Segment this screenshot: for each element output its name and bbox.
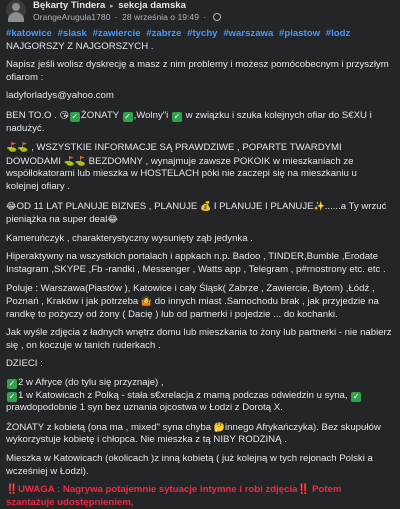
laugh-emoji-icon: 😂 (107, 214, 118, 225)
check-icon: ✓ (8, 379, 16, 389)
post-meta: OrangeArugula1780 · 28 września o 19:49 · (33, 11, 221, 24)
post-paragraph: NAJGORSZY Z NAJGORSZYCH . (6, 40, 154, 52)
hashtags (6, 28, 392, 41)
hashtag-link[interactable]: #lodz (325, 28, 351, 39)
post-paragraph: Kameruńczyk , charakterystyczny wysunięty ząb jedynka . (6, 232, 253, 244)
email-text: ladyforladys@yahoo.com (6, 90, 114, 102)
check-icon: ✓ (124, 111, 131, 121)
flag-emoji-icon: ⛳ (63, 155, 75, 166)
post-paragraph: Hiperaktywny na wszystkich portalach i appkach n.p. Badoo , TINDER,Bumble ,Erodate Instagram ,SKYPE ,Fb -randki , Messenger , Watts app , Telegram , p#rnostrony etc. etc . (6, 251, 386, 275)
arrow-right-icon: ▸ (110, 3, 114, 10)
hashtag-link[interactable]: #zabrze (146, 28, 182, 39)
post-paragraph: ⛳⛳ , WSZYSTKIE INFORMACJE SĄ PRAWDZIWE , POPARTE TWARDYMI DOWODAMI ⛳⛳ BEZDOMNY , wynajmuje zawsze POKOIK w mieszkaniach ze współlokatorami lub mieszka w HOSTELACH póki nie zaczepi się na mieszkaniu u kolejnej ofiary . (6, 142, 357, 192)
warning-paragraph: ‼️UWAGA : Nagrywa potajemnie sytuacje intymne i robi zdjęcia‼️ Potem szantażuje udostępnieniem, (6, 484, 342, 508)
flag-emoji-icon: ⛳ (6, 142, 18, 153)
money-emoji-icon: 💰 (199, 200, 212, 211)
post-header (6, 0, 392, 28)
post-paragraph: ŻONATY z kobietą (ona ma , mixed" syna chyba 🤔innego Afrykańczyka). Bez skupułów wykorzystuje kobietę i chłopca. Nie mieszka z tą NIBY RODZINĄ . (6, 421, 381, 446)
post-paragraph: 😂OD 11 LAT PLANUJE BIZNES , PLANUJE 💰 I PLANUJE I PLANUJE✨......a Ty wrzuć pieniążka na super deal😂 (6, 200, 387, 226)
thinking-emoji-icon: 🤔 (213, 421, 226, 432)
check-icon: ✓ (352, 391, 360, 401)
hashtag-link[interactable]: #slask (57, 28, 87, 39)
timestamp[interactable]: 28 września o 19:49 (122, 12, 199, 22)
post-paragraph: Poluje : Warszawa(Piastów ), Katowice i cały Śląsk( Zabrze , Zawiercie, Bytom) ,Łódź , Poznań , Kraków i jak potrzeba 🤷 do innych miast .Samochodu brak , jak przyjedzie na randkę to pożyczy od żony ( Dacię ) lub od partnerki i pojedzie ... do kochanki. (6, 282, 379, 320)
post-content (6, 28, 392, 509)
shrug-emoji-icon: 🤷 (140, 296, 153, 307)
group-name[interactable]: sekcja damska (118, 0, 186, 11)
hashtag-link[interactable]: #zawiercie (92, 28, 141, 39)
username[interactable]: OrangeArugula1780 (33, 12, 111, 22)
kiss-emoji-icon: 😘 (59, 109, 69, 120)
globe-icon (213, 13, 221, 21)
hashtag-link[interactable]: #tychy (187, 28, 218, 39)
post-paragraph: Napisz jeśli wolisz dyskrecję a masz z nim problemy i możesz pomócobecnym i przyszłym ofiarom : (6, 59, 389, 83)
avatar[interactable] (6, 0, 26, 20)
sparkle-emoji-icon: ✨ (313, 200, 325, 211)
check-icon: ✓ (71, 111, 79, 121)
check-icon: ✓ (173, 111, 181, 121)
post-paragraph: Mieszka w Katowicach (okolicach )z inną kobietą ( już kolejną w tych rejonach Polski a wcześniej w Łodzi). (6, 453, 373, 477)
check-icon: ✓ (8, 391, 16, 401)
post-paragraph: ✓ 2 w Afryce (do tylu się przyznaje) , (8, 377, 164, 389)
hashtag-link[interactable]: #warszawa (223, 28, 274, 39)
post-paragraph: ✓ 1 w Katowicach z Polką - stała s€xrelacja z mamą podczas odwiedzin u syna, ✓prawdopodobnie 1 syn bez uznania ojcostwa w Łodzi z Dorotą X. (6, 389, 360, 414)
double-exclamation-icon: ‼️ (6, 484, 18, 496)
flag-emoji-icon: ⛳ (17, 142, 29, 153)
hashtag-link[interactable]: #piastow (279, 28, 321, 39)
flag-emoji-icon: ⛳ (74, 155, 86, 166)
double-exclamation-icon: ‼️ (297, 484, 310, 496)
post-paragraph: Jak wyśle zdjęcia z ładnych wnętrz domu lub mieszkania to żony lub partnerki - nie nabierz się , on koczuje w tanich ruderkach . (6, 327, 392, 351)
hashtag-link[interactable]: #katowice (6, 28, 52, 39)
post-paragraph: DZIECI : (6, 358, 43, 370)
post-paragraph: BEN TO.O . 😘 ✓ ŻONATY ✓ ,Wolny"i ✓ w związku i szuka kolejnych ofiar do S€XU i nadużyć. (6, 109, 372, 134)
laugh-emoji-icon: 😂 (6, 200, 17, 211)
author-name[interactable]: Bękarty Tindera (33, 0, 106, 11)
